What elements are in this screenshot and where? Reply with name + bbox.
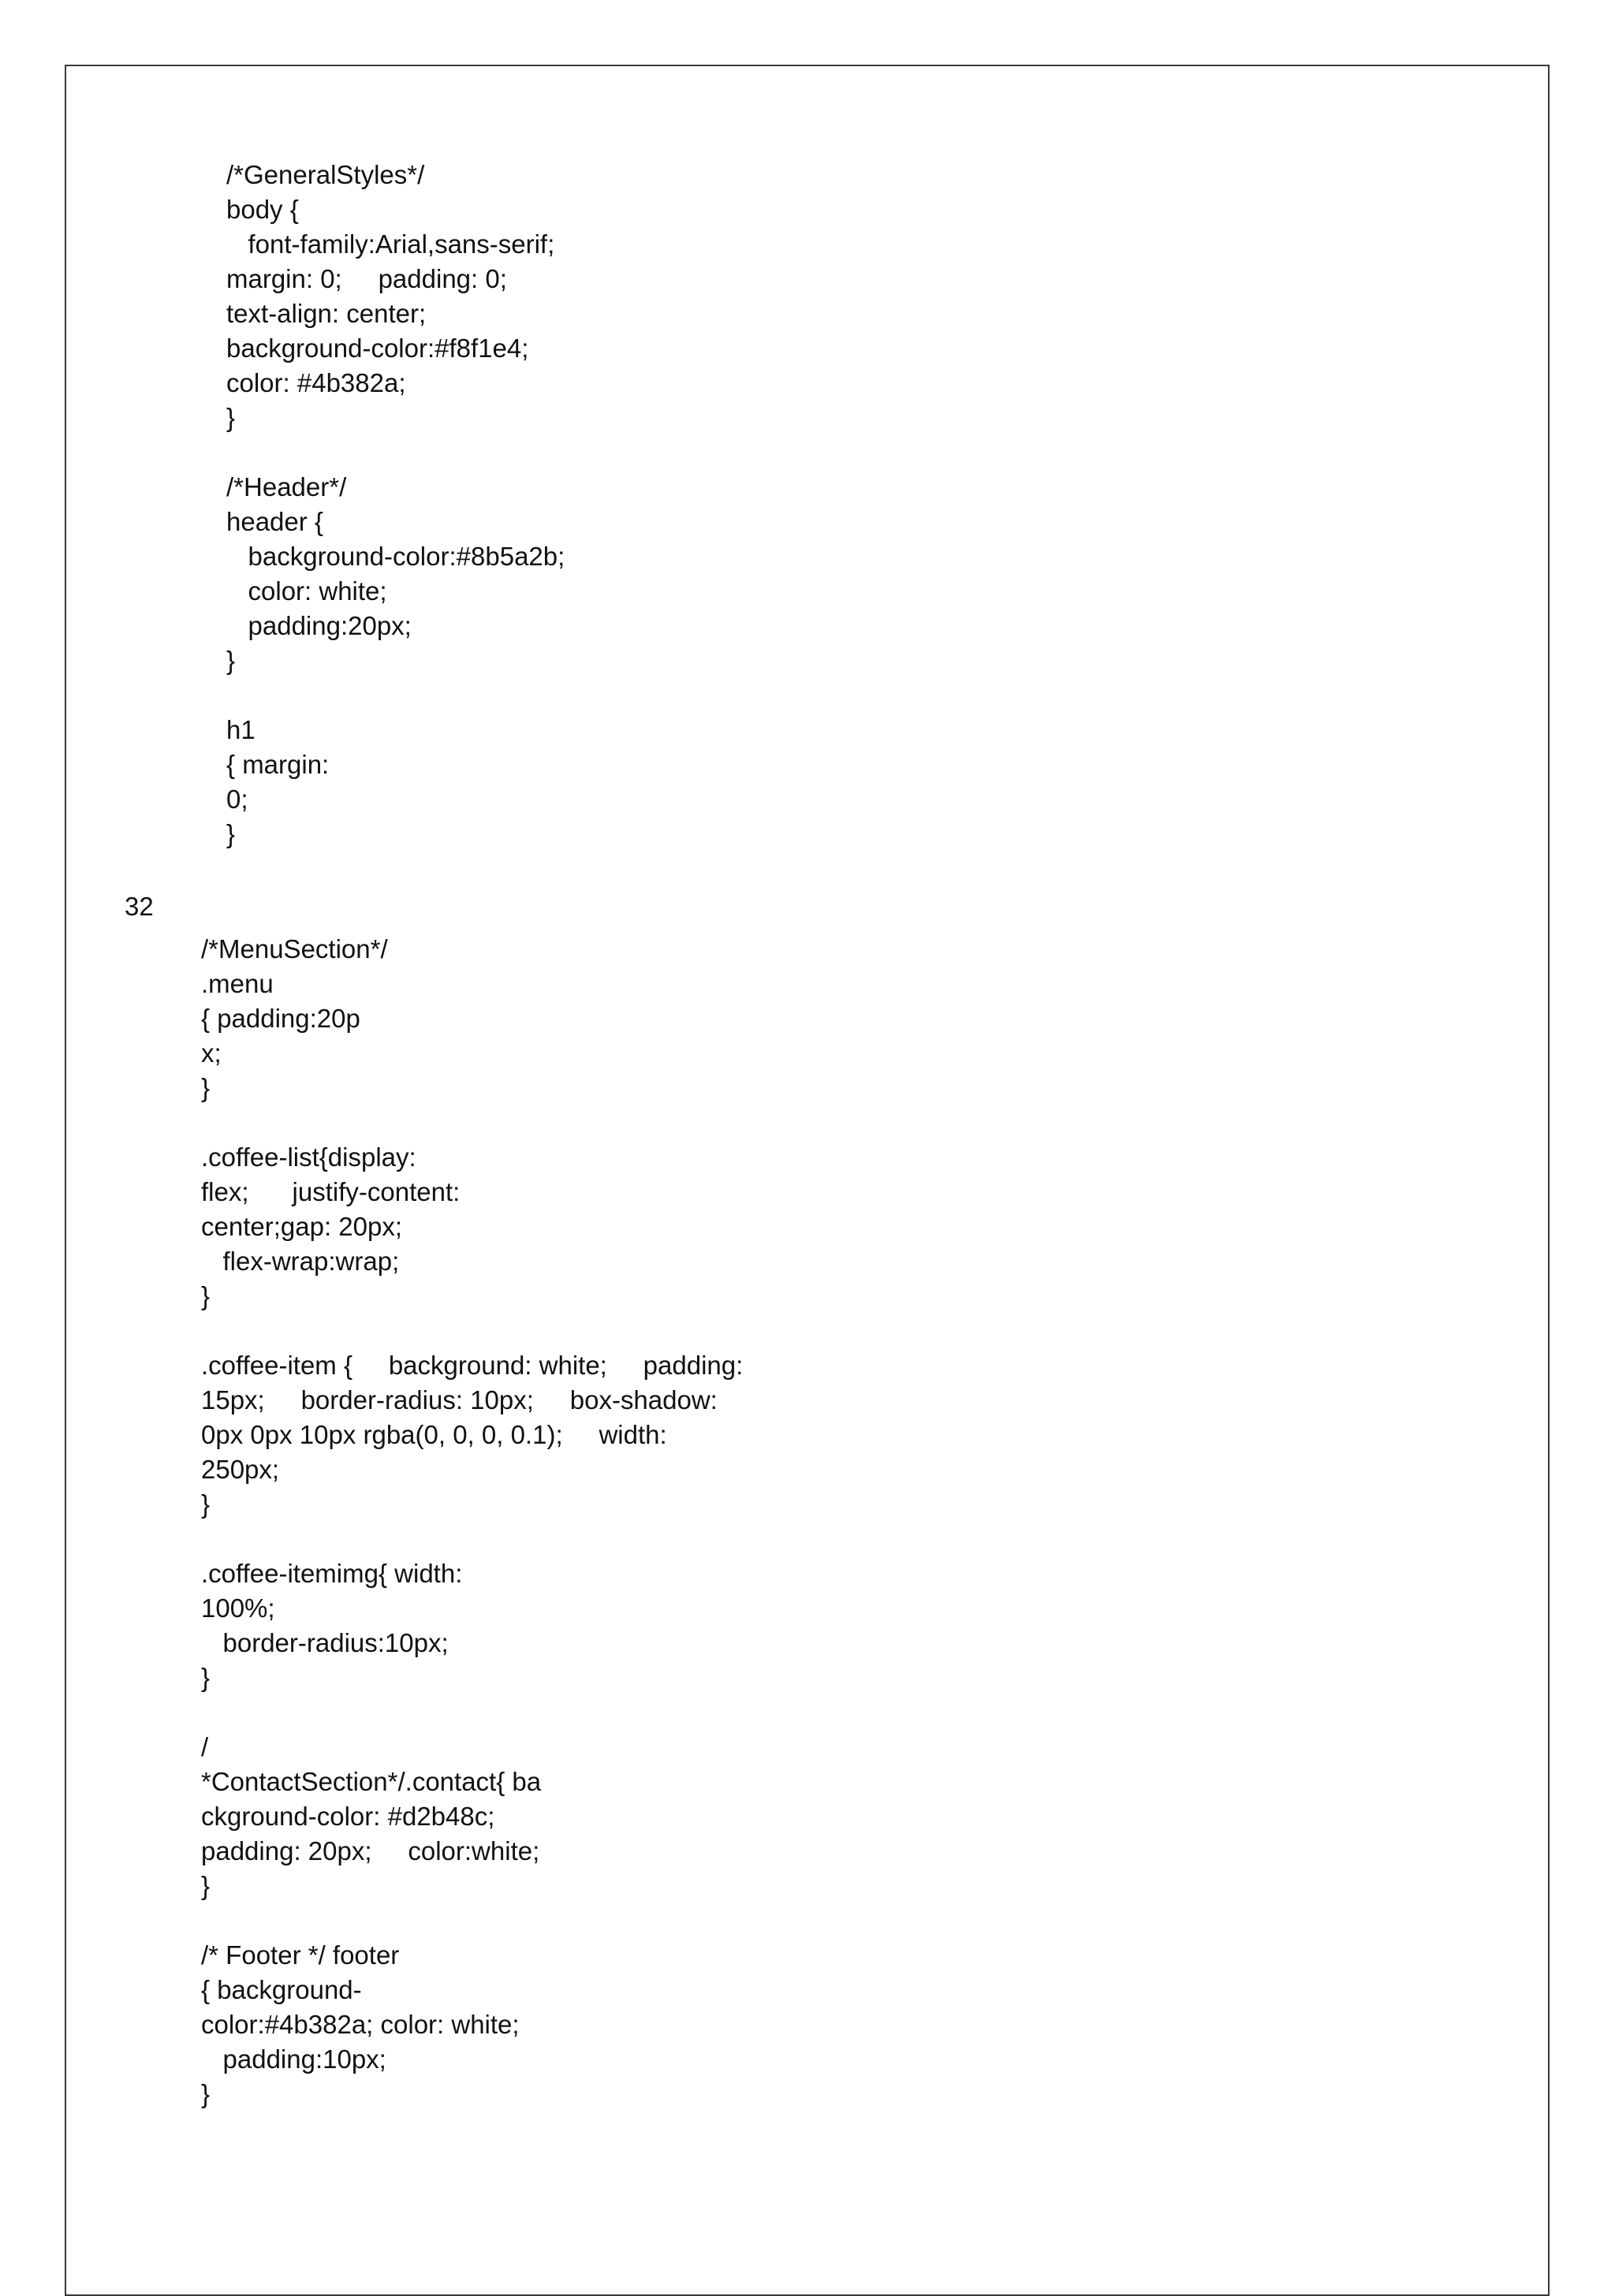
- code-line: color: #4b382a;: [226, 368, 406, 397]
- code-line: 100%;: [201, 1593, 275, 1623]
- code-line: }: [201, 1073, 211, 1102]
- code-line: header {: [226, 507, 323, 536]
- code-line: 0px 0px 10px rgba(0, 0, 0, 0.1); width:: [201, 1420, 667, 1449]
- code-line: padding: 20px; color:white;: [201, 1836, 540, 1866]
- code-line: center;gap: 20px;: [201, 1212, 403, 1241]
- code-line: ckground-color: #d2b48c;: [201, 1802, 495, 1831]
- code-line: color: white;: [226, 576, 387, 606]
- code-line: flex-wrap:wrap;: [201, 1247, 400, 1276]
- code-line: .coffee-list{display:: [201, 1142, 416, 1172]
- code-line: padding:20px;: [226, 611, 412, 640]
- code-line: 250px;: [201, 1455, 280, 1484]
- code-line: { margin:: [226, 750, 330, 779]
- code-line: 0;: [226, 785, 248, 814]
- code-line: background-color:#f8f1e4;: [226, 334, 529, 363]
- code-line: border-radius:10px;: [201, 1628, 449, 1657]
- code-line: h1: [226, 715, 255, 744]
- code-line: font-family:Arial,sans-serif;: [226, 229, 555, 259]
- code-line: }: [226, 403, 236, 432]
- code-line: padding:10px;: [201, 2044, 386, 2074]
- code-line: /: [201, 1732, 209, 1761]
- code-line: }: [226, 646, 236, 675]
- code-line: *ContactSection*/.contact{ ba: [201, 1767, 542, 1796]
- code-line: /*MenuSection*/: [201, 934, 388, 964]
- code-line: .coffee-item { background: white; padding:: [201, 1351, 744, 1380]
- code-line: /* Footer */ footer: [201, 1940, 400, 1970]
- page-number: 32: [125, 892, 154, 921]
- code-line: }: [201, 1281, 211, 1310]
- code-line: }: [201, 1663, 211, 1692]
- code-line: { background-: [201, 1975, 362, 2004]
- code-line: x;: [201, 1038, 222, 1068]
- code-line: margin: 0; padding: 0;: [226, 264, 507, 293]
- code-line: color:#4b382a; color: white;: [201, 2010, 520, 2039]
- code-line: }: [201, 2079, 211, 2108]
- code-line: background-color:#8b5a2b;: [226, 542, 565, 571]
- code-line: body {: [226, 195, 299, 224]
- code-line: 15px; border-radius: 10px; box-shadow:: [201, 1385, 718, 1414]
- code-line: }: [226, 819, 236, 848]
- code-line: }: [201, 1871, 211, 1900]
- code-line: }: [201, 1489, 211, 1519]
- code-line: .coffee-itemimg{ width:: [201, 1559, 463, 1588]
- code-line: { padding:20p: [201, 1004, 360, 1033]
- code-line: .menu: [201, 969, 274, 998]
- code-line: flex; justify-content:: [201, 1177, 461, 1206]
- code-line: /*GeneralStyles*/: [226, 160, 425, 189]
- code-line: /*Header*/: [226, 472, 347, 501]
- code-line: text-align: center;: [226, 299, 427, 328]
